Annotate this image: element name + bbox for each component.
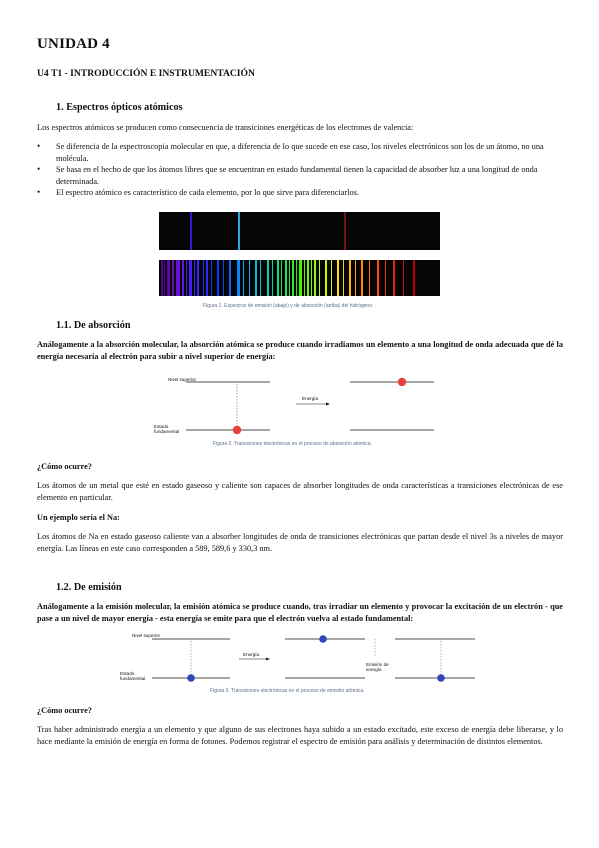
example-title: Un ejemplo sería el Na: [37, 513, 120, 522]
emission-lines [159, 260, 440, 296]
hydrogen-spectra-figure [159, 212, 440, 298]
electron-ground [233, 426, 241, 434]
heading-espectros: 1. Espectros ópticos atómicos [56, 102, 183, 113]
heading-emision: 1.2. De emisión [56, 582, 122, 593]
paragraph-intro-espectros: Los espectros atómicos se producen como consecuencia de transiciones energéticas de los electrones de valencia: [37, 123, 414, 132]
heading-absorcion: 1.1. De absorción [56, 320, 131, 331]
electron-returned [437, 674, 445, 682]
bullet-list-espectros [37, 141, 564, 199]
energy-label: Energía [302, 396, 319, 401]
absorption-spectrum [159, 212, 440, 250]
electron-excited [398, 378, 406, 386]
paragraph-absorcion-intro: Análogamente a la absorción molecular, la absorción atómica se produce cuando irradiamos un elemento a una longitud de onda adecuada que dé la energía necesaria al electrón para subir a nivel superior de energía: [37, 340, 563, 361]
ground-level-label: Estado fundamental [154, 424, 180, 434]
absorption-diagram [140, 372, 460, 442]
figure-2-caption: Figura 2. Transiciones electrónicas en el proceso de absorción atómica. [213, 441, 372, 447]
figure-1-caption: Figura 1. Espectros de emisión (abajo) y de absorción (arriba) del hidrógeno. [203, 303, 374, 309]
upper-level-label: Nivel superior [132, 633, 161, 638]
electron-ground [187, 674, 195, 682]
answer-emision: Tras haber administrado energía a un elemento y que alguno de sus electrones haya subido a un estado excitado, este exceso de energía debe liberarse, y lo hace mediante la emisión de energía en forma de fotones. Podemos registrar el espectro de emisión para análisis y determinación de distintos elementos. [37, 725, 563, 746]
answer-absorcion: Los átomos de un metal que esté en estado gaseoso y caliente son capaces de absorber longitudes de onda características a transiciones electrónicas de ese elemento en particular. [37, 481, 563, 502]
unit-title: UNIDAD 4 [37, 36, 110, 52]
absorption-line [190, 212, 192, 250]
absorption-line [344, 212, 346, 250]
section-title: U4 T1 - INTRODUCCIÓN E INSTRUMENTACIÓN [37, 68, 255, 79]
figure-3-caption: Figura 3. Transiciones electrónicas en el proceso de emisión atómica. [210, 688, 365, 694]
absorption-line [238, 212, 240, 250]
list-item: • Se basa en el hecho de que los átomos libres que se encuentran en estado fundamental tienen la capacidad de absorber luz a una longitud de onda determinada. [37, 164, 564, 187]
upper-level-label: Nivel superior [168, 377, 197, 382]
energy-label: Energía [243, 652, 260, 657]
arrow-head [326, 403, 330, 406]
question-emision: ¿Cómo ocurre? [37, 706, 92, 715]
question-absorcion: ¿Cómo ocurre? [37, 462, 92, 471]
ground-level-label: Estado fundamental [120, 671, 146, 681]
emission-diagram [110, 632, 510, 692]
paragraph-emision-intro: Análogamente a la emisión molecular, la emisión atómica se produce cuando, tras irradiar un elemento y provocar la excitación de un electrón - que pase a un nivel de mayor energía - esta energía se emite para que el electrón vuelva al estado fundamental: [37, 602, 563, 623]
example-text: Los átomos de Na en estado gaseoso caliente van a absorber longitudes de onda de transiciones electrónicas que partan desde el nivel 3s a niveles de mayor energía. Las líneas en este caso corresponden a 589, 589,6 y 330,3 nm. [37, 532, 563, 553]
electron-excited [319, 635, 327, 643]
list-item: • El espectro atómico es característico de cada elemento, por lo que sirve para diferenciarlos. [37, 187, 564, 199]
emission-label: Emisión de energía [366, 662, 389, 672]
list-item: • Se diferencia de la espectroscopia molecular en que, a diferencia de lo que sucede en ese caso, los niveles electrónicos son los de un átomo, no una molécula. [37, 141, 564, 164]
arrow-head [266, 658, 270, 661]
